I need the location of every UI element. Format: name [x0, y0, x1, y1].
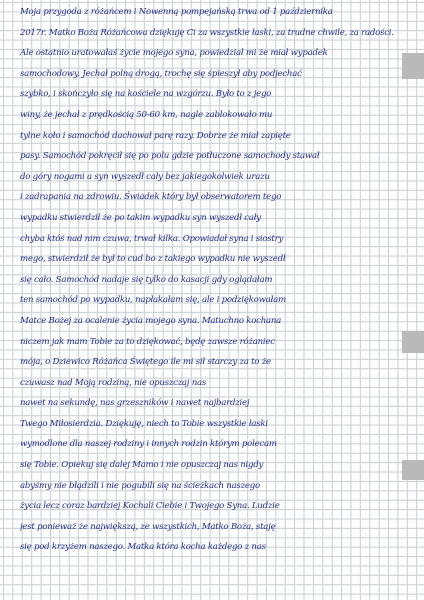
handwritten-line: winy, że jechał z prędkością 50-60 km, nagle zablokowało mu	[20, 109, 273, 120]
handwritten-line: wypadku stwierdził że po takim wypadku syn wyszedł cały	[20, 212, 261, 223]
handwritten-line: życia lecz coraz bardziej Kochali Ciebie i Twojego Syna. Ludzie	[20, 501, 280, 512]
handwritten-line: Moja przygoda z różańcem i Nowenną pompejańską trwa od 1 października	[20, 7, 333, 17]
handwritten-line: się cało. Samochód nadaje się tylko do kasacji gdy oglądałam	[20, 274, 273, 285]
handwritten-line: pasy. Samochód pokręcił się po polu gdzie potłuczone samochody stawał	[20, 151, 320, 162]
handwritten-line: Twego Miłosierdzia. Dziękuję, niech to Tobie wszystkie łaski	[20, 418, 268, 429]
handwritten-line: samochodowy. Jechał polną drogą, trochę się śpieszył aby podjechać	[20, 68, 302, 79]
handwritten-line: mego, stwierdził że był to cud bo z takiego wypadku nie wyszedł	[20, 254, 286, 265]
handwritten-line: Ale ostatnio uratowałaś życie mojego syna, powiedział mi że miał wypadek	[20, 48, 328, 59]
handwritten-line: 2017r. Matko Boża Różańcowa dziękuję Ci za wszystkie łaski, za trudne chwile, za radości.	[20, 27, 394, 38]
handwritten-letter	[20, 2, 406, 558]
handwritten-line: się pod krzyżem naszego. Matka która kocha każdego z nas	[20, 542, 266, 553]
handwritten-line: wymodlone dla naszej rodziny i innych rodzin którym polecam	[20, 439, 277, 450]
handwritten-line: ten samochód po wypadku, napłakałam się, ale i podziękowałam	[20, 295, 286, 306]
handwritten-line: i zadrapania na zdrowiu. Świadek który był obserwatorem tego	[20, 192, 282, 203]
handwritten-line: mója, o Dziewico Różańca Świętego ile mi sił starczy za to że	[20, 357, 271, 368]
handwritten-line: do góry nogami a syn wyszedł cały bez jakiegokolwiek urazu	[20, 171, 270, 182]
handwritten-line: czuwasz nad Moją rodziną, nie opuszczaj nas	[20, 377, 207, 388]
handwritten-line: Matce Bożej za ocalenie życia mojego syna. Matuchno kochana	[20, 315, 282, 326]
handwritten-line: niczem jak mam Tobie za to dziękować, będę zawsze różaniec	[20, 336, 275, 347]
handwritten-line: szybko, i skończyło się na kościele na wzgórzu. Było to z jego	[20, 89, 272, 100]
handwritten-line: abyśmy nie błądzili i nie pogubili się na ścieżkach naszego	[20, 480, 260, 491]
handwritten-line: jest ponieważ że największą, ze wszystkich, Matko Boża, staję	[20, 521, 276, 532]
handwritten-line: tylne koło i samochód dachował parę razy. Dobrze że miał zapięte	[20, 130, 291, 141]
handwritten-line: nawet na sekundę, nas grzeszników i nawet najbardziej	[20, 398, 250, 409]
handwritten-line: się Tobie. Opiekuj się dalej Mamo i nie opuszczaj nas nigdy	[20, 460, 264, 471]
handwritten-line: chyba któś nad nim czuwa, trwał kilka. Opowiadał syna i siostry	[20, 233, 284, 244]
